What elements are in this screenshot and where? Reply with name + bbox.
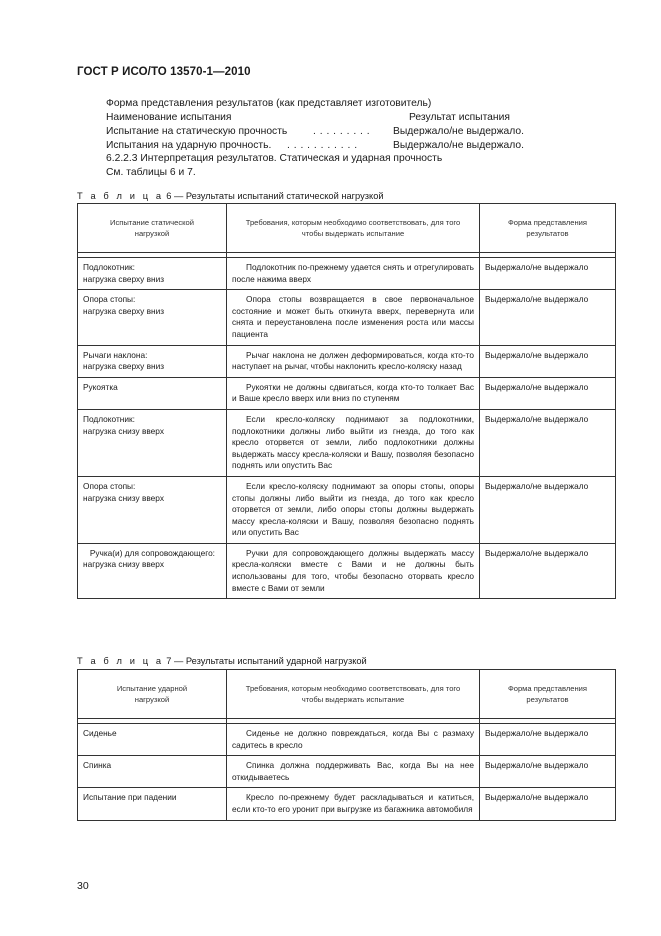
requirement-cell: [227, 290, 480, 345]
requirement-cell: [227, 756, 480, 788]
requirement-text: Кресло по-прежнему будет раскладываться и катиться, если кто-то его уронит при выгрузке из багажника автомобиля: [232, 792, 474, 814]
table-row: [78, 476, 616, 543]
table7-header-result-form: Форма представления результатов: [480, 670, 616, 719]
test-name-cell: [78, 724, 227, 756]
intro-name-label: Наименование испытания: [106, 112, 232, 123]
requirement-text: Рычаг наклона не должен деформироваться, когда кто-то наступает на рычаг, чтобы наклонить кресло-коляску назад: [232, 349, 474, 372]
intro-line: Форма представления результатов (как представляет изготовитель): [106, 98, 432, 109]
requirement-text: Ручки для сопровождающего должны выдержать массу кресла-коляски вместе с Вами и не должны быть использованы для того, чтобы безопасно оторвать кресло вместе с Вами от земли: [232, 547, 474, 593]
test-load-direction: нагрузка снизу вверх: [83, 492, 164, 503]
table6: [77, 203, 616, 599]
intro-static-result: Выдержало/не выдержало.: [393, 126, 524, 137]
result-form-cell: Выдержало/не выдержало: [480, 476, 616, 543]
requirement-text: Если кресло-коляску поднимают за опоры стопы, опоры стопы должны либо выйти из гнезда, до того как кресло оторвется от земли, либо опоры стопы должны выдержать массу кресла-коляски и Вашу, позволяя безопасно поднять или опустить Вас: [232, 480, 474, 538]
table6-header-test: Испытание статической нагрузкой: [78, 204, 227, 253]
table6-header-result-form: Форма представления результатов: [480, 204, 616, 253]
test-name: Рукоятка: [83, 381, 118, 392]
result-form-cell: Выдержало/не выдержало: [480, 377, 616, 409]
result-form-cell: Выдержало/не выдержало: [480, 345, 616, 377]
test-name: Опора стопы:: [83, 294, 136, 305]
test-name: Сиденье: [83, 728, 117, 738]
test-load-direction: нагрузка сверху вниз: [83, 361, 165, 372]
requirement-cell: [227, 543, 480, 598]
test-name-cell: [78, 543, 227, 598]
test-load-direction: нагрузка снизу вверх: [83, 559, 164, 570]
test-load-direction: нагрузка сверху вниз: [83, 273, 165, 284]
intro-impact-label: Испытания на ударную прочность.: [106, 140, 272, 151]
test-load-direction: нагрузка снизу вверх: [83, 425, 164, 436]
table6-header-requirements: Требования, которым необходимо соответствовать, для того чтобы выдержать испытание: [227, 204, 480, 253]
test-name-cell: [78, 377, 227, 409]
table-row: [78, 409, 616, 476]
page-header: ГОСТ Р ИСО/ТО 13570-1—2010: [77, 66, 251, 78]
test-name-cell: [78, 290, 227, 345]
intro-see-tables: См. таблицы 6 и 7.: [106, 167, 196, 178]
table7-body: [78, 724, 616, 821]
requirement-cell: [227, 258, 480, 290]
requirement-cell: [227, 476, 480, 543]
requirement-cell: [227, 724, 480, 756]
requirement-cell: [227, 788, 480, 820]
table-row: [78, 756, 616, 788]
intro-section-title: 6.2.2.3 Интерпретация результатов. Статическая и ударная прочность: [106, 153, 443, 164]
result-form-cell: Выдержало/не выдержало: [480, 543, 616, 598]
requirement-text: Опора стопы возвращается в свое первоначальное состояние и может быть откинута вверх, перевернута или снята и переустановлена после изменения роста или массы пациента: [232, 294, 474, 339]
test-name: Спинка: [83, 760, 112, 771]
result-form-cell: Выдержало/не выдержало: [480, 290, 616, 345]
table7-caption: [77, 656, 367, 666]
requirement-text: Рукоятки не должны сдвигаться, когда кто-то толкает Вас и Ваше кресло вверх или вниз по ступеням: [232, 381, 474, 404]
test-name-cell: [78, 788, 227, 820]
table6-caption-prefix: Т а б л и ц а: [77, 191, 164, 201]
table-row: [78, 290, 616, 345]
intro-impact-dots: . . . . . . . . . . .: [287, 140, 358, 151]
table7-caption-text: 7 — Результаты испытаний ударной нагрузкой: [166, 656, 367, 666]
intro-static-dots: . . . . . . . . .: [313, 126, 371, 137]
page-number: 30: [77, 880, 89, 892]
test-name-cell: [78, 409, 227, 476]
table-row: [78, 543, 616, 598]
test-name-cell: [78, 756, 227, 788]
result-form-cell: Выдержало/не выдержало: [480, 788, 616, 820]
test-name-cell: [78, 258, 227, 290]
requirement-cell: [227, 345, 480, 377]
intro-result-label: Результат испытания: [409, 112, 510, 123]
test-name-cell: [78, 476, 227, 543]
test-load-direction: нагрузка сверху вниз: [83, 305, 165, 316]
table-row: [78, 377, 616, 409]
table6-body: [78, 258, 616, 599]
requirement-cell: [227, 377, 480, 409]
requirement-text: Сиденье не должно повреждаться, когда Вы с размаху садитесь в кресло: [232, 728, 474, 750]
requirement-cell: [227, 409, 480, 476]
test-name: Опора стопы:: [83, 480, 136, 491]
table-row: [78, 788, 616, 820]
requirement-text: Если кресло-коляску поднимают за подлокотники, подлокотники должны либо выйти из гнезда, до того как кресло оторвется от земли, либо подлокотники должны выдержать массу кресла-коляски и Вашу, позволяя безопасно поднять или опустить Вас: [232, 413, 474, 471]
result-form-cell: Выдержало/не выдержало: [480, 409, 616, 476]
table6-caption: [77, 191, 384, 201]
table-row: [78, 258, 616, 290]
table-row: [78, 345, 616, 377]
test-name: Рычаги наклона:: [83, 349, 148, 360]
requirement-text: Спинка должна поддерживать Вас, когда Вы на нее откидываетесь: [232, 760, 474, 782]
table7: [77, 669, 616, 821]
table7-header-requirements: Требования, которым необходимо соответствовать, для того чтобы выдержать испытание: [227, 670, 480, 719]
result-form-cell: Выдержало/не выдержало: [480, 756, 616, 788]
result-form-cell: Выдержало/не выдержало: [480, 258, 616, 290]
table7-caption-prefix: Т а б л и ц а: [77, 656, 164, 666]
test-name: Ручка(и) для сопровождающего:: [89, 547, 215, 558]
result-form-cell: Выдержало/не выдержало: [480, 724, 616, 756]
table6-caption-text: 6 — Результаты испытаний статической нагрузкой: [166, 191, 384, 201]
table-row: [78, 724, 616, 756]
test-name: Подлокотник:: [83, 262, 135, 272]
test-name: Испытание при падении: [83, 792, 177, 803]
intro-impact-result: Выдержало/не выдержало.: [393, 140, 524, 151]
test-name-cell: [78, 345, 227, 377]
intro-static-label: Испытание на статическую прочность: [106, 126, 288, 137]
table7-header-test: Испытание ударной нагрузкой: [78, 670, 227, 719]
test-name: Подлокотник:: [83, 413, 135, 424]
requirement-text: Подлокотник по-прежнему удается снять и отрегулировать после нажима вверх: [232, 262, 474, 284]
